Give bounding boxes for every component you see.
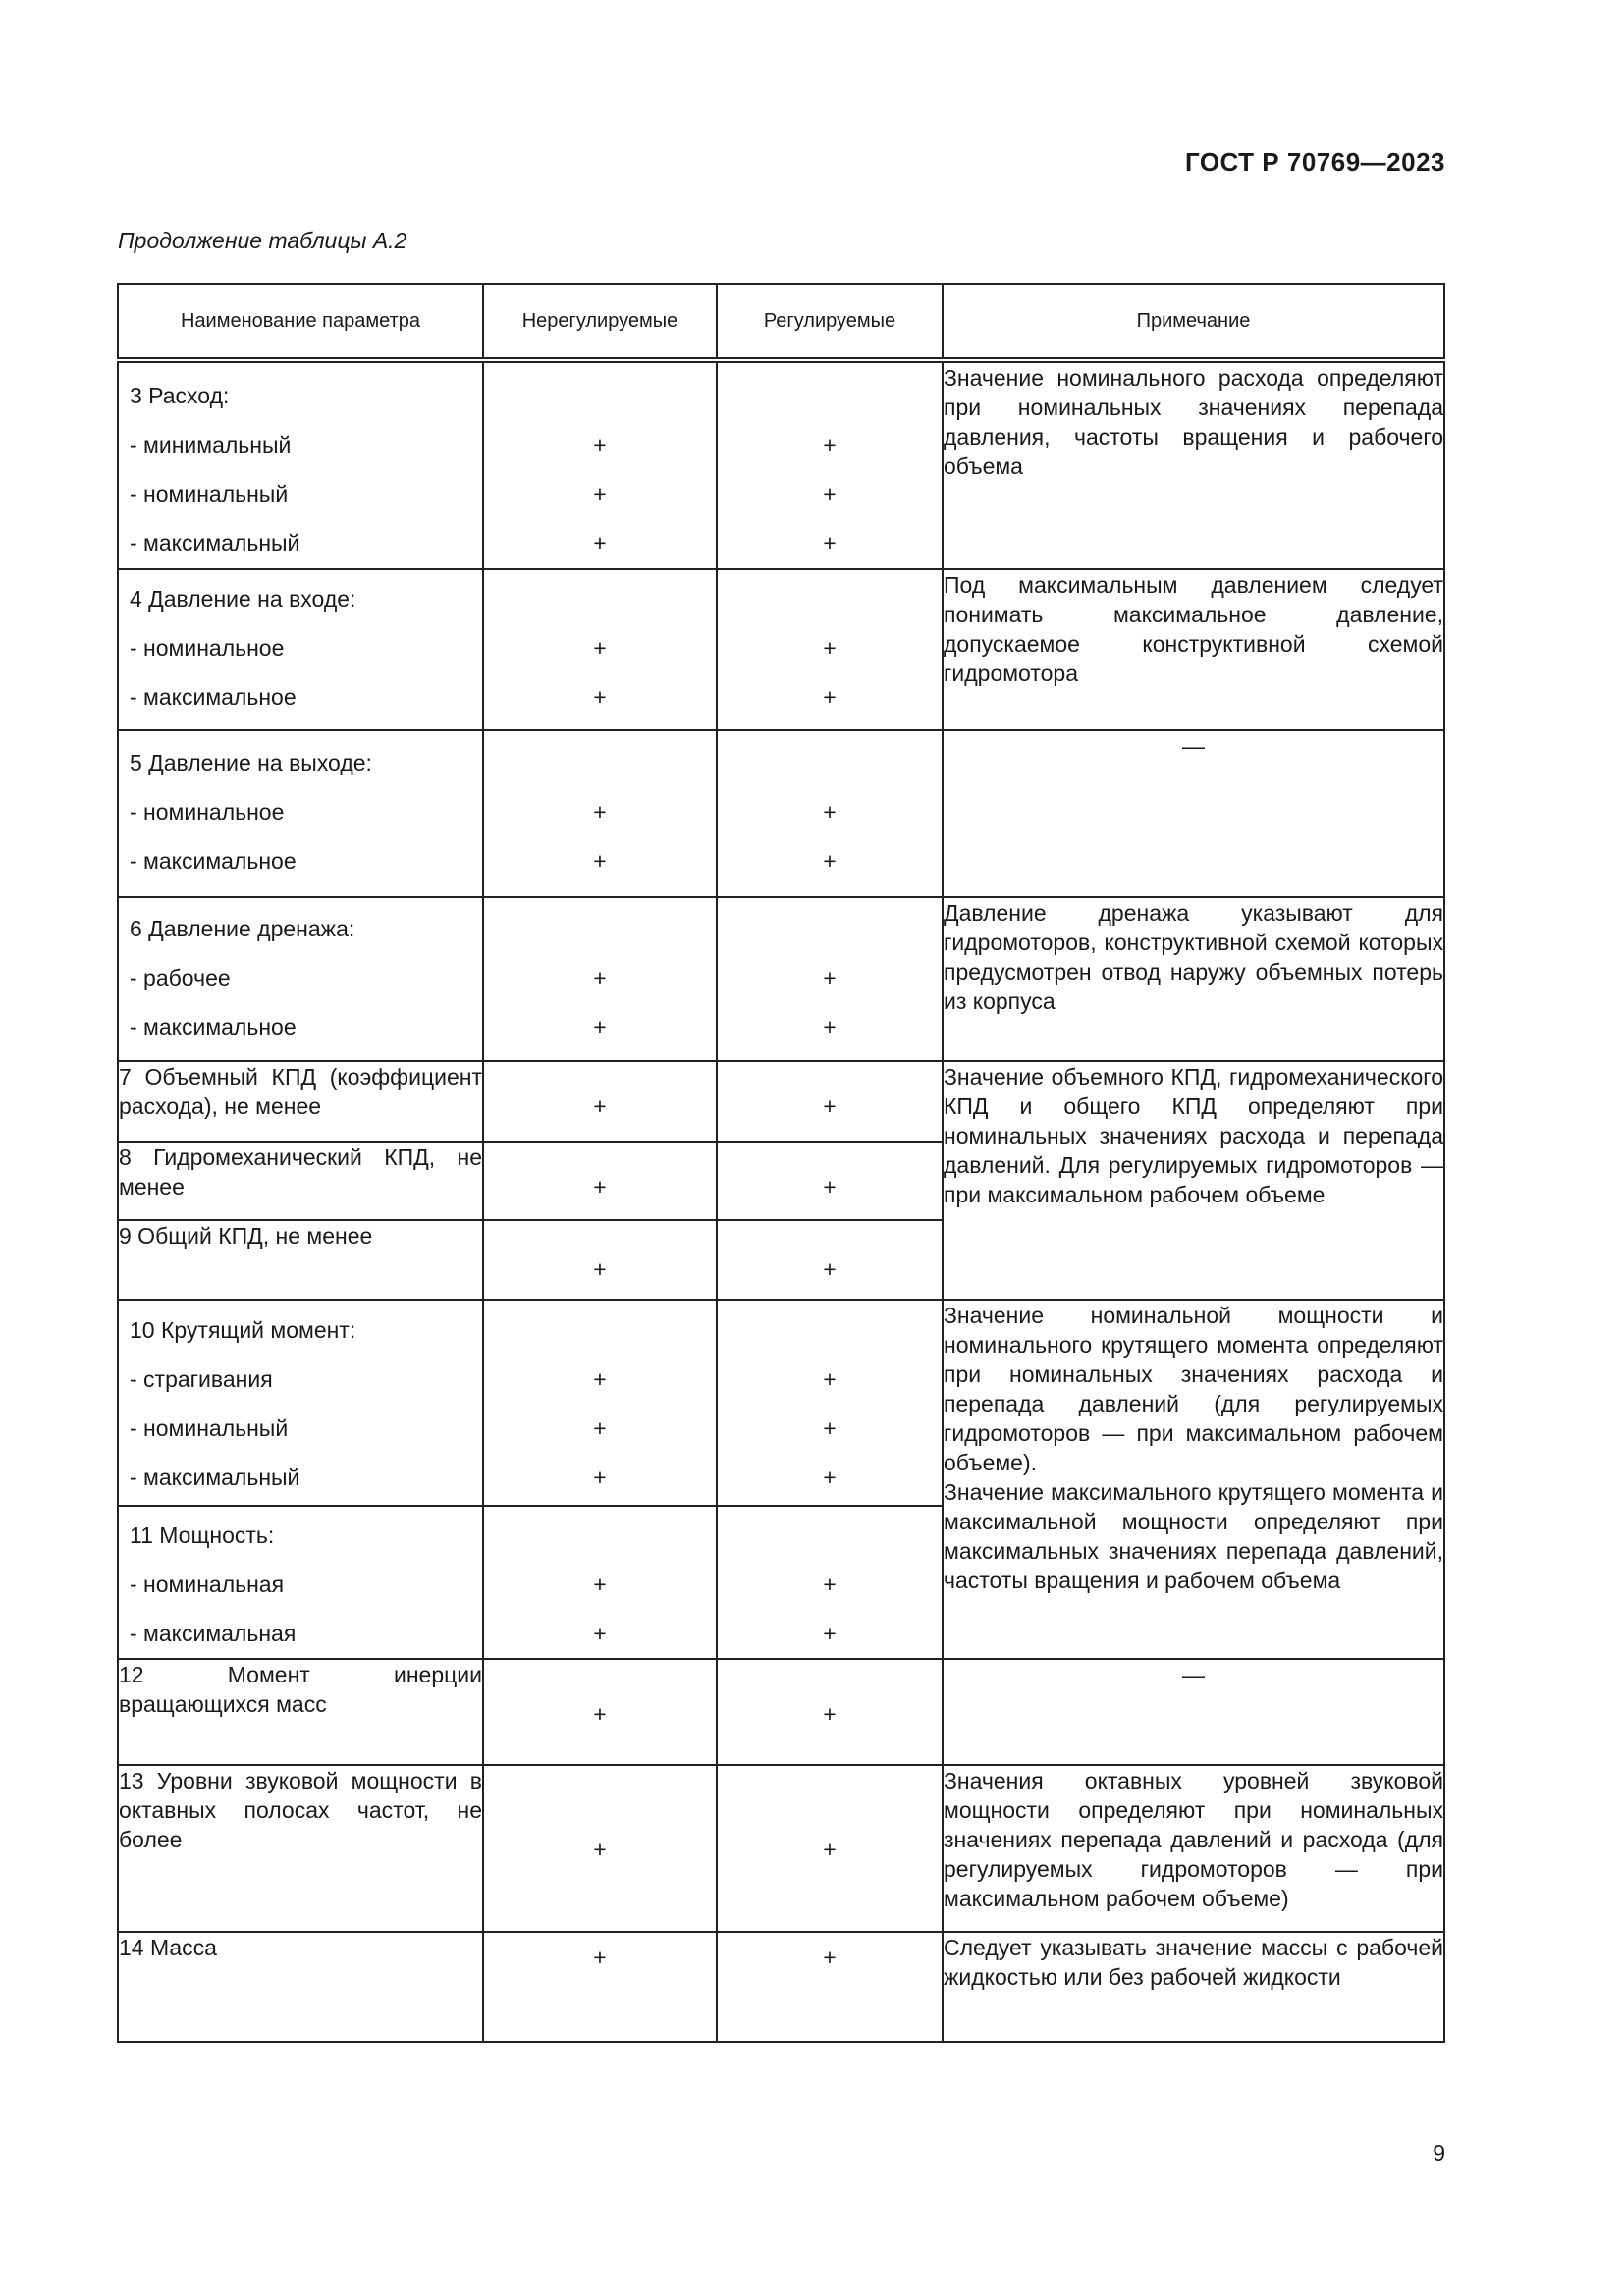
regulated-cell <box>717 1300 943 1506</box>
regulated-cell <box>717 1932 943 2042</box>
plus-mark: + <box>593 684 607 710</box>
plus-mark: + <box>593 481 607 507</box>
unregulated-cell <box>483 1659 717 1765</box>
parameter-title: 10 Крутящий момент: <box>130 1317 356 1343</box>
table-row-mass <box>118 1932 1444 2042</box>
parameter-cell <box>118 569 483 730</box>
table-row-flow <box>118 360 1444 569</box>
plus-mark: + <box>593 1366 607 1392</box>
plus-mark: + <box>593 1014 607 1040</box>
note-paragraph: Значение номинальной мощности и номинального крутящего момента определяют при номинальных значениях расхода и перепада давлений (для регулируемых гидромоторов — при максимальном рабочем объеме). <box>944 1303 1443 1475</box>
parameter-item: - максимальное <box>130 684 297 710</box>
table-row-sound-power <box>118 1765 1444 1932</box>
plus-mark: + <box>823 481 837 507</box>
regulated-cell <box>717 1142 943 1220</box>
parameter-cell <box>118 1506 483 1659</box>
regulated-cell <box>717 569 943 730</box>
parameters-table <box>117 283 1445 2043</box>
table-row-volumetric-efficiency <box>118 1061 1444 1142</box>
plus-mark: + <box>823 1174 837 1200</box>
note-cell: — <box>943 730 1444 897</box>
note-cell: Значение номинального расхода определяют при номинальных значениях перепада давления, частоты вращения и рабочего объема <box>943 360 1444 569</box>
parameter-cell: 9 Общий КПД, не менее <box>118 1220 483 1300</box>
column-header-unregulated: Нерегулируемые <box>483 284 717 360</box>
plus-mark: + <box>823 530 837 556</box>
regulated-cell <box>717 1506 943 1659</box>
plus-mark: + <box>593 848 607 874</box>
plus-mark: + <box>593 1572 607 1597</box>
unregulated-cell <box>483 1932 717 2042</box>
plus-mark: + <box>593 635 607 661</box>
plus-mark: + <box>593 1621 607 1646</box>
regulated-cell <box>717 1765 943 1932</box>
plus-mark: + <box>823 1415 837 1441</box>
note-cell: Давление дренажа указывают для гидромоторов, конструктивной схемой которых предусмотрен отвод наружу объемных потерь из корпуса <box>943 897 1444 1061</box>
table-row-inlet-pressure <box>118 569 1444 730</box>
plus-mark: + <box>593 1945 607 1970</box>
parameter-cell: 14 Масса <box>118 1932 483 2042</box>
unregulated-cell <box>483 1220 717 1300</box>
document-code: ГОСТ Р 70769—2023 <box>1184 147 1445 177</box>
plus-mark: + <box>823 1701 837 1727</box>
plus-mark: + <box>593 530 607 556</box>
plus-mark: + <box>823 1572 837 1597</box>
parameter-title: 6 Давление дренажа: <box>130 916 355 941</box>
parameter-item: - максимальное <box>130 848 297 874</box>
parameter-item: - максимальный <box>130 1465 300 1490</box>
unregulated-cell <box>483 897 717 1061</box>
table-row-outlet-pressure <box>118 730 1444 897</box>
table-row-moment-of-inertia <box>118 1659 1444 1765</box>
parameter-title: 3 Расход: <box>130 383 230 408</box>
plus-mark: + <box>593 1701 607 1727</box>
parameter-item: - номинальный <box>130 481 289 507</box>
table-row-drain-pressure <box>118 897 1444 1061</box>
unregulated-cell <box>483 1142 717 1220</box>
parameter-title: 5 Давление на выходе: <box>130 750 372 775</box>
plus-mark: + <box>823 1837 837 1862</box>
plus-mark: + <box>593 799 607 825</box>
parameter-cell <box>118 730 483 897</box>
parameter-item: - страгивания <box>130 1366 273 1392</box>
parameter-item: - номинальное <box>130 635 285 661</box>
parameter-item: - максимальный <box>130 530 300 556</box>
plus-mark: + <box>593 1256 607 1282</box>
plus-mark: + <box>823 1621 837 1646</box>
note-cell: — <box>943 1659 1444 1765</box>
parameter-cell: 7 Объемный КПД (коэффициент расхода), не менее <box>118 1061 483 1142</box>
parameter-cell <box>118 360 483 569</box>
plus-mark: + <box>823 432 837 457</box>
unregulated-cell <box>483 730 717 897</box>
plus-mark: + <box>593 432 607 457</box>
plus-mark: + <box>823 684 837 710</box>
parameter-item: - номинальная <box>130 1572 285 1597</box>
regulated-cell <box>717 1220 943 1300</box>
parameter-item: - рабочее <box>130 965 231 990</box>
regulated-cell <box>717 730 943 897</box>
parameter-title: 11 Мощность: <box>130 1522 275 1548</box>
parameter-item: - минимальный <box>130 432 292 457</box>
parameter-cell <box>118 1300 483 1506</box>
plus-mark: + <box>823 1945 837 1970</box>
note-cell <box>943 1300 1444 1659</box>
plus-mark: + <box>823 635 837 661</box>
regulated-cell <box>717 1659 943 1765</box>
parameter-title: 4 Давление на входе: <box>130 586 356 612</box>
regulated-cell <box>717 1061 943 1142</box>
plus-mark: + <box>593 1465 607 1490</box>
plus-mark: + <box>823 1256 837 1282</box>
parameter-cell: 8 Гидромеханический КПД, не менее <box>118 1142 483 1220</box>
unregulated-cell <box>483 569 717 730</box>
note-cell: Значение объемного КПД, гидромеханического КПД и общего КПД определяют при номинальных значениях расхода и перепада давлений. Для регулируемых гидромоторов — при максимальном рабочем объеме <box>943 1061 1444 1300</box>
plus-mark: + <box>593 965 607 990</box>
unregulated-cell <box>483 1765 717 1932</box>
parameter-cell: 12 Момент инерции вращающихся масс <box>118 1659 483 1765</box>
note-cell: Значения октавных уровней звуковой мощности определяют при номинальных значениях перепада давлений и расхода (для регулируемых гидромоторов — при максимальном рабочем объеме) <box>943 1765 1444 1932</box>
column-header-parameter: Наименование параметра <box>118 284 483 360</box>
plus-mark: + <box>823 799 837 825</box>
parameter-item: - номинальный <box>130 1415 289 1441</box>
parameter-item: - максимальная <box>130 1621 297 1646</box>
note-cell: Следует указывать значение массы с рабочей жидкостью или без рабочей жидкости <box>943 1932 1444 2042</box>
parameter-item: - максимальное <box>130 1014 297 1040</box>
unregulated-cell <box>483 360 717 569</box>
plus-mark: + <box>823 1094 837 1119</box>
unregulated-cell <box>483 1300 717 1506</box>
plus-mark: + <box>823 848 837 874</box>
table-header-row <box>118 284 1444 360</box>
parameter-item: - номинальное <box>130 799 285 825</box>
unregulated-cell <box>483 1506 717 1659</box>
plus-mark: + <box>593 1415 607 1441</box>
page-number: 9 <box>1433 2140 1445 2165</box>
regulated-cell <box>717 897 943 1061</box>
plus-mark: + <box>823 1366 837 1392</box>
plus-mark: + <box>593 1837 607 1862</box>
plus-mark: + <box>823 1014 837 1040</box>
note-paragraph: Значение максимального крутящего момента и максимальной мощности определяют при максимальных значениях перепада давлений, частоты вращения и рабочем объема <box>944 1479 1443 1593</box>
column-header-regulated: Регулируемые <box>717 284 943 360</box>
parameter-cell <box>118 897 483 1061</box>
parameter-cell: 13 Уровни звуковой мощности в октавных полосах частот, не более <box>118 1765 483 1932</box>
note-cell: Под максимальным давлением следует понимать максимальное давление, допускаемое конструктивной схемой гидромотора <box>943 569 1444 730</box>
plus-mark: + <box>823 1465 837 1490</box>
plus-mark: + <box>593 1174 607 1200</box>
unregulated-cell <box>483 1061 717 1142</box>
regulated-cell <box>717 360 943 569</box>
plus-mark: + <box>593 1094 607 1119</box>
column-header-note: Примечание <box>943 284 1444 360</box>
table-row-torque <box>118 1300 1444 1506</box>
table-caption: Продолжение таблицы А.2 <box>118 228 407 253</box>
plus-mark: + <box>823 965 837 990</box>
